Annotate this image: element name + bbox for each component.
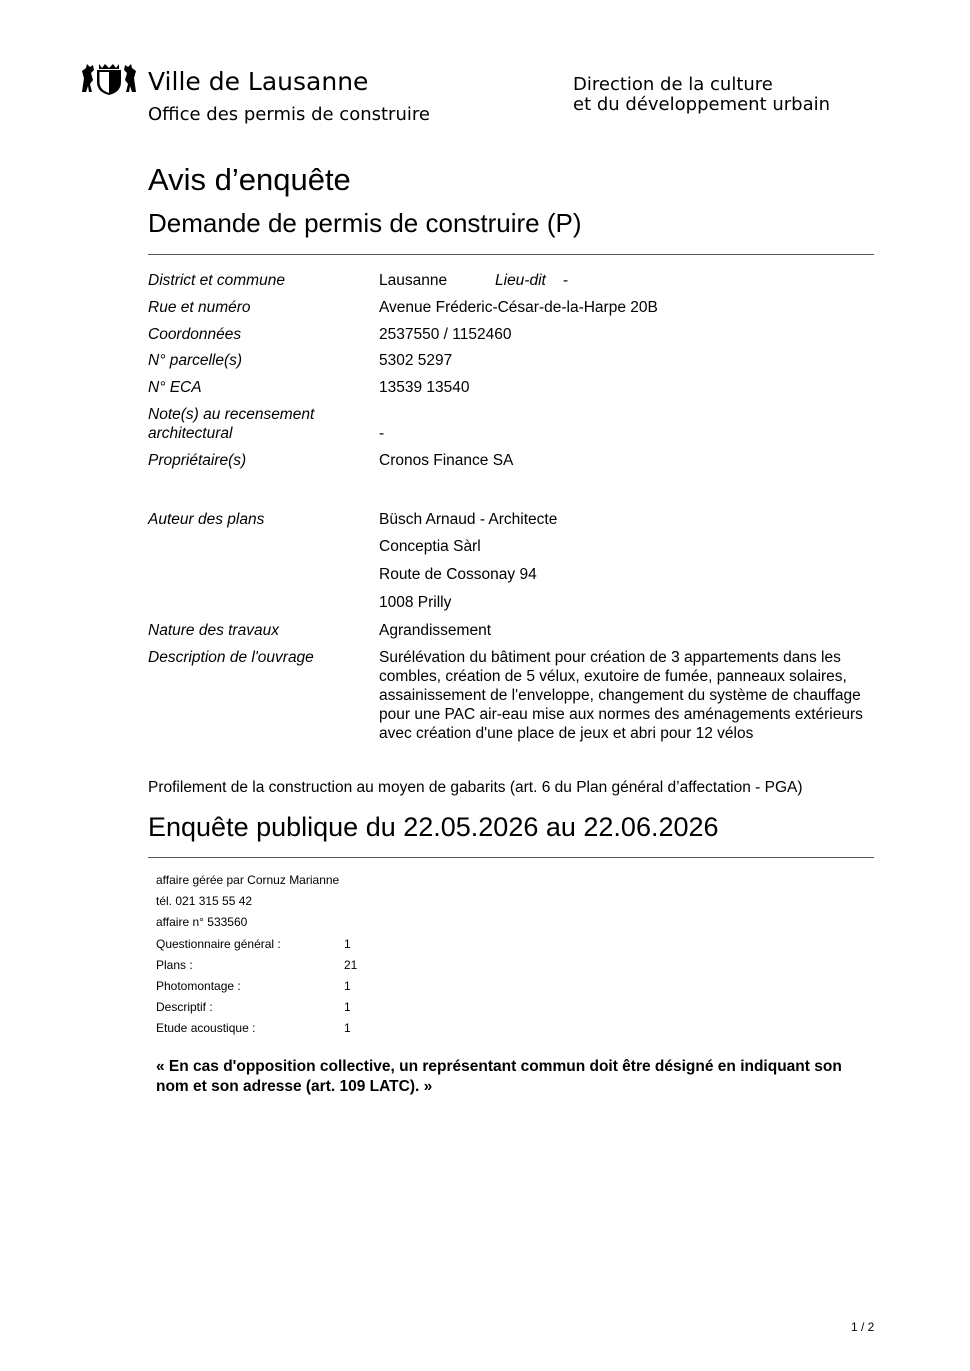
page-title: Avis d’enquête <box>148 162 351 197</box>
owner-label: Propriétaire(s) <box>148 452 247 469</box>
document-label: Questionnaire général : <box>156 937 281 951</box>
author-line-2: Conceptia Sàrl <box>379 538 481 555</box>
document-label: Plans : <box>156 958 193 972</box>
city-name: Ville de Lausanne <box>148 67 369 96</box>
enquete-dates-heading: Enquête publique du 22.05.2026 au 22.06.2026 <box>148 812 719 842</box>
document-count: 21 <box>344 958 358 972</box>
street-label: Rue et numéro <box>148 299 251 316</box>
office-name: Office des permis de construire <box>148 104 430 125</box>
lieu-dit-label: Lieu-dit <box>495 272 546 289</box>
parcel-label: N° parcelle(s) <box>148 352 243 369</box>
author-line-1: Büsch Arnaud - Architecte <box>379 511 558 528</box>
description-label: Description de l'ouvrage <box>148 649 314 666</box>
case-number: affaire n° 533560 <box>156 915 248 929</box>
notes-label-line-1: Note(s) au recensement <box>148 406 315 423</box>
coordinates-label: Coordonnées <box>148 326 242 343</box>
author-line-3: Route de Cossonay 94 <box>379 566 537 583</box>
document-count: 1 <box>344 1000 351 1014</box>
nature-value: Agrandissement <box>379 622 492 639</box>
department-name <box>573 75 830 115</box>
document-count: 1 <box>344 1021 351 1035</box>
document-label: Photomontage : <box>156 979 241 993</box>
page-number: 1 / 2 <box>851 1320 875 1334</box>
managed-by: affaire gérée par Cornuz Marianne <box>156 873 340 887</box>
author-label: Auteur des plans <box>148 511 265 528</box>
document-label: Descriptif : <box>156 1000 213 1014</box>
notes-label-line-2: architectural <box>148 425 233 442</box>
description-value: Surélévation du bâtiment pour création de 3 appartements dans les combles, création de 5 vélux, exutoire de fumée, panneaux solaires, assainissement de l'enveloppe, changement du système de chauffage pour une PAC air-eau mise aux normes des aménagements extérieurs avec création d'une place de jeux et abri pour 12 vélos <box>379 649 863 742</box>
phone: tél. 021 315 55 42 <box>156 894 253 908</box>
eca-value: 13539 13540 <box>379 379 470 396</box>
opposition-notice: « En cas d'opposition collective, un représentant commun doit être désigné en indiquant son nom et son adresse (art. 109 LATC). » <box>156 1058 842 1095</box>
district-value: Lausanne <box>379 272 448 289</box>
district-label: District et commune <box>148 272 285 289</box>
coordinates-value: 2537550 / 1152460 <box>379 326 512 343</box>
nature-label: Nature des travaux <box>148 622 279 639</box>
parcel-value: 5302 5297 <box>379 352 453 369</box>
lausanne-coat-of-arms-logo <box>80 62 138 96</box>
profile-note: Profilement de la construction au moyen de gabarits (art. 6 du Plan général d’affectation - PGA) <box>148 779 803 796</box>
author-line-4: 1008 Prilly <box>379 594 452 611</box>
department-line-2: et du développement urbain <box>573 94 831 115</box>
top-divider <box>148 254 874 255</box>
department-line-1: Direction de la culture <box>573 74 773 95</box>
lieu-dit-value: - <box>563 272 569 289</box>
page-subtitle: Demande de permis de construire (P) <box>148 208 582 238</box>
notes-value: - <box>379 425 385 442</box>
eca-label: N° ECA <box>148 379 202 396</box>
street-value: Avenue Fréderic-César-de-la-Harpe 20B <box>379 299 658 316</box>
document-label: Etude acoustique : <box>156 1021 256 1035</box>
owner-value: Cronos Finance SA <box>379 452 514 469</box>
bottom-divider <box>148 857 874 858</box>
document-count: 1 <box>344 979 351 993</box>
document-count: 1 <box>344 937 351 951</box>
